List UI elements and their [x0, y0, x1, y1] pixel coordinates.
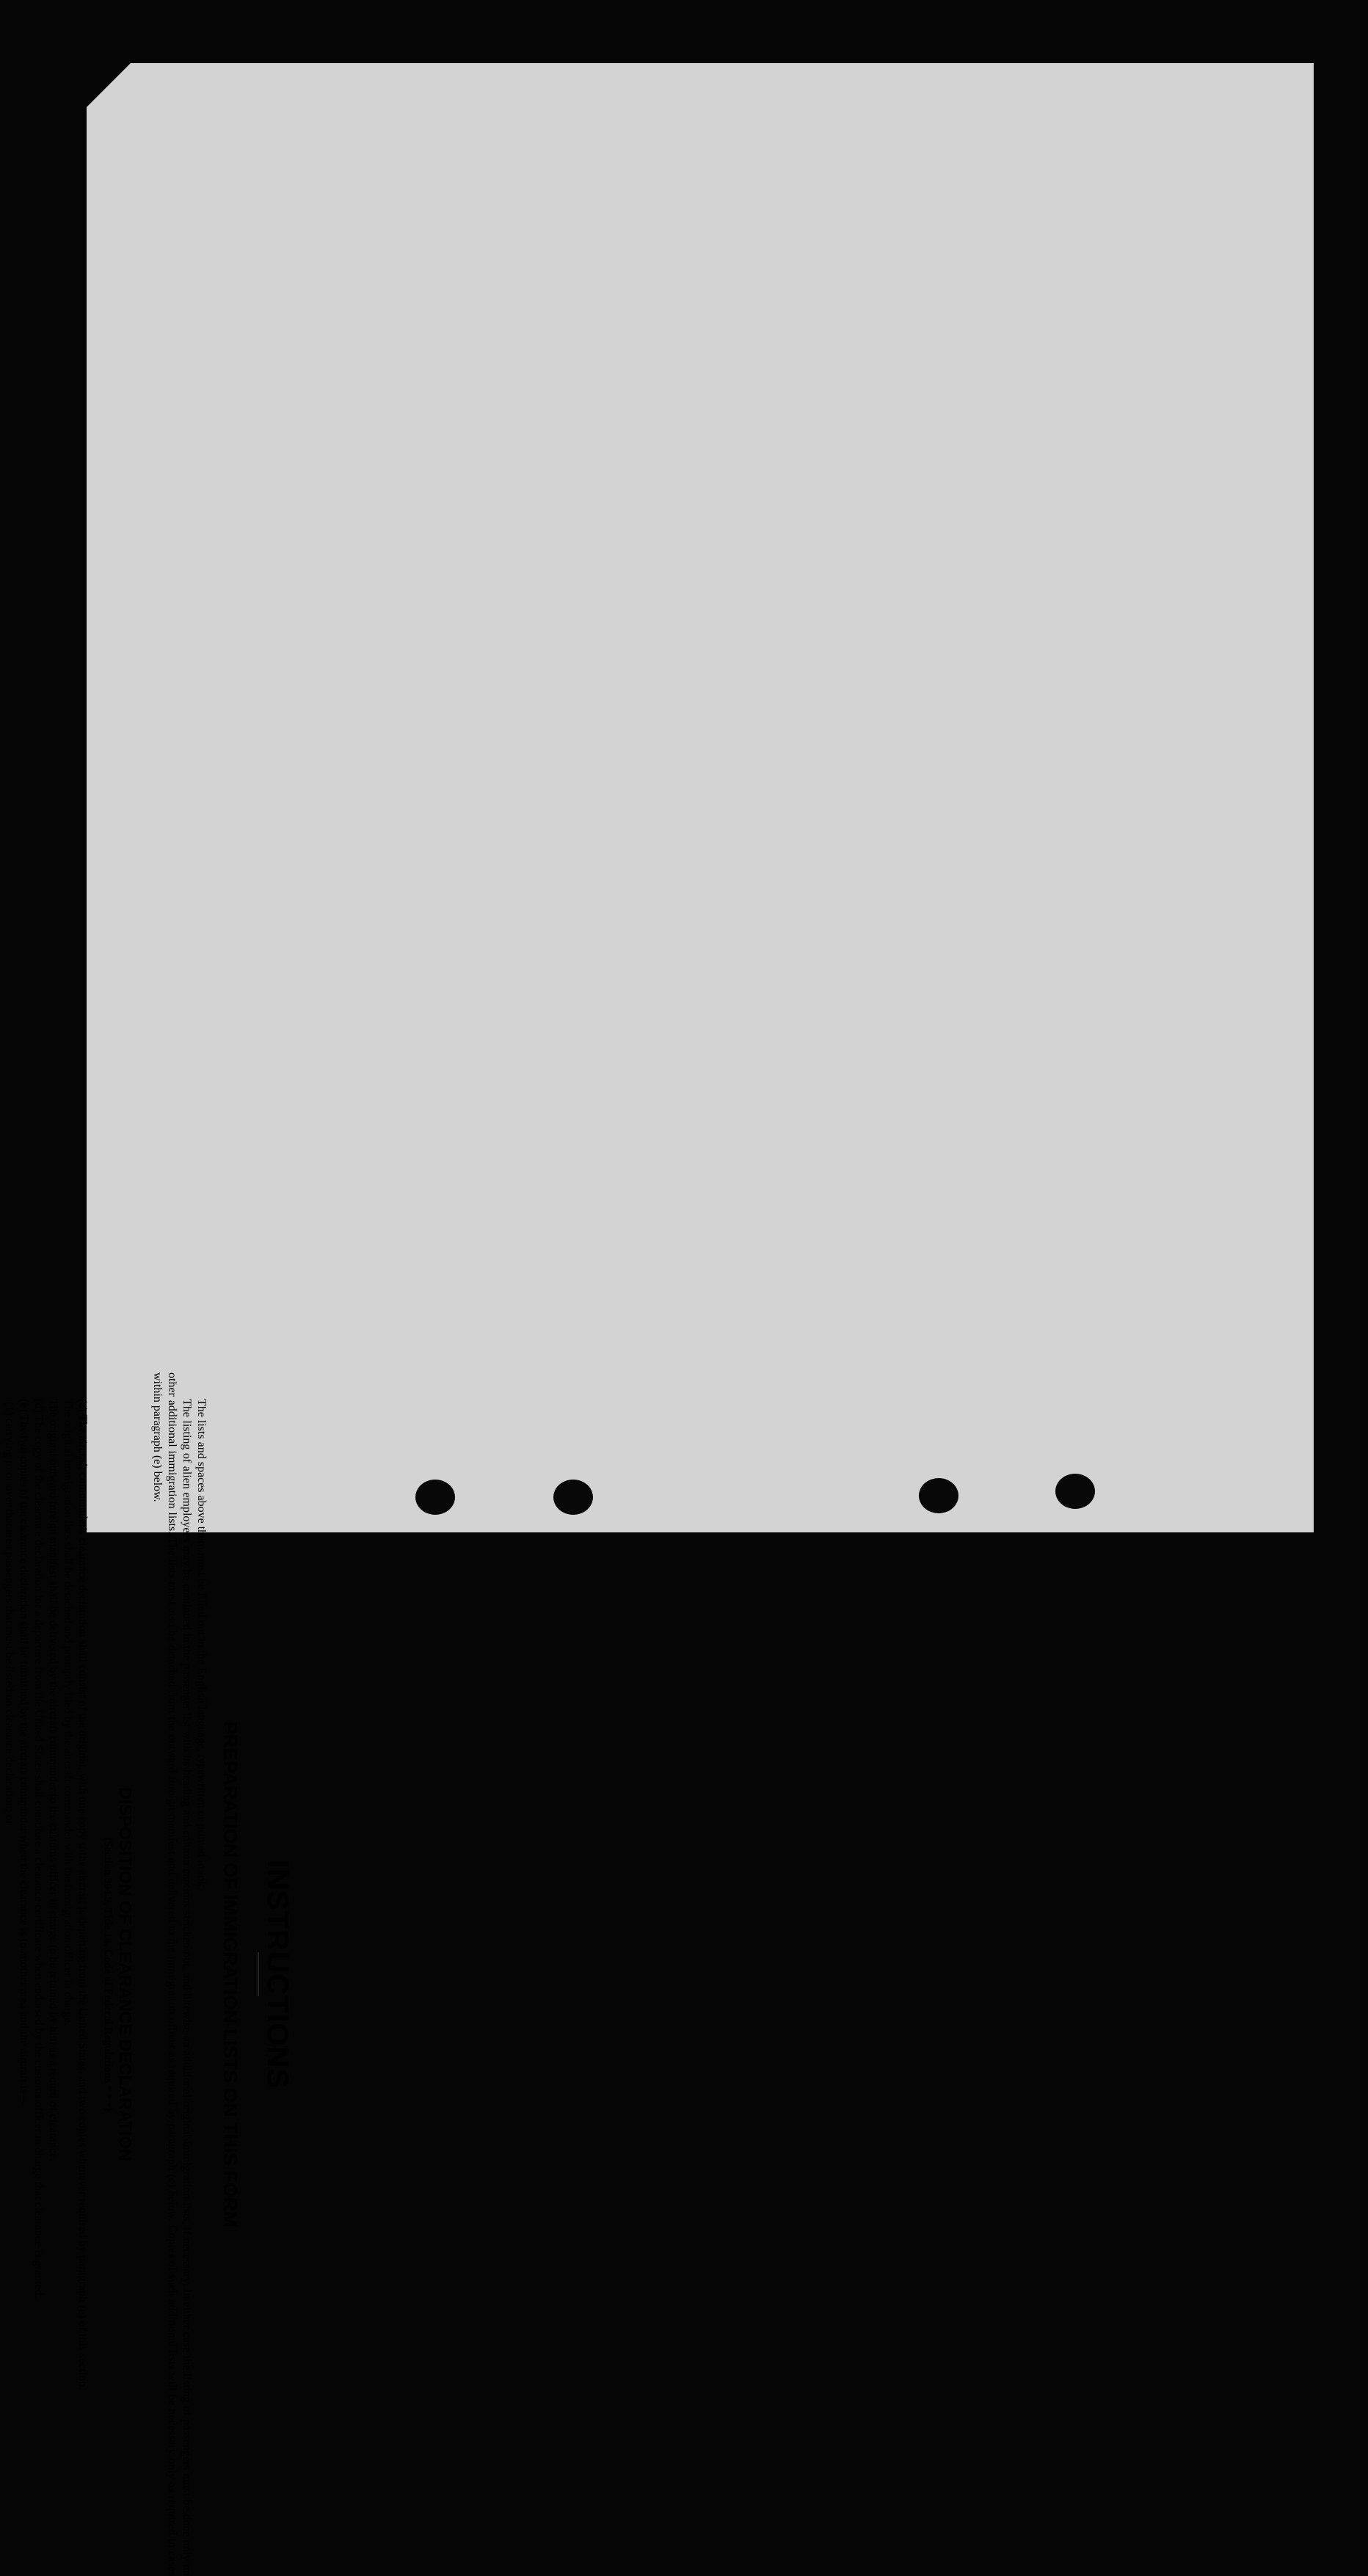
- punch-hole-1: [1055, 1474, 1095, 1509]
- punch-hole-4: [415, 1480, 455, 1515]
- prep-paragraph-2: The listing of alien employees may be continued in the passenger list with its heading and column captions stricken out, and likewise on additional original immigration lists, if necessary. In either case the listing of passengers must be done only on other additional immigration lists. The lists must also be detached from the outward foreign manifest and delivered to the immigration officer as required by paragraph (c) below. Copies of such additional lists will be necessary only as required in cases within paragraph (e) below.: [151, 1372, 193, 2576]
- disp-item-e1: (1) carrying to or over that area passengers that must be listed on clearance declaration; or: [3, 1402, 15, 1825]
- disp-paragraph-c: (c) The aircraft commander's clearance declaration shall consist of the original, with one copy if the aircraft is departing from the United States, and two copies whenever required by paragraph (e) of this section.: [76, 1399, 89, 2390]
- title-rule: [258, 1952, 259, 1996]
- preparation-heading: PREPARATION OF IMMIGRATION LISTS ON THIS FORM: [219, 1721, 241, 2227]
- prep-paragraph-1: The lists and spaces above them must be filled out in the English language, typewritten or printed in ink.: [195, 1399, 208, 1891]
- disp-paragraph-c3: The original outward foreign manifest shall be delivered by the aircraft commander to the customs officer in charge to be retained by him as a record of clearance.: [47, 1399, 59, 2161]
- disp-item-e2: [0, 1372, 1, 2576]
- disp-paragraph-e: (e) The two copies of the clearance declaration shall be furnished by the aircraft commander when the clearance is to another area and the aircraft is—: [18, 1399, 30, 2106]
- disp-paragraph-d: (d) The copy of the clearance declaration for a departure from the United States shall constitute a clearance certificate when endorsed by the customs officer in charge that clearance is granted.: [32, 1399, 45, 2299]
- punch-hole-2: [919, 1478, 958, 1513]
- punch-hole-3: [553, 1480, 593, 1515]
- disp-paragraph-c2: The original immigration lists shall be detached and promptly filed by the aircraft commander with the immigration officer in charge.: [62, 1399, 74, 2026]
- instructions-title: INSTRUCTIONS: [261, 1860, 294, 2089]
- rotated-text-block: [0, 1372, 294, 2576]
- disposition-heading: DISPOSITION OF CLEARANCE DECLARATION: [116, 1787, 135, 2161]
- document-page: [87, 63, 1314, 1532]
- disposition-subheading: (Section 904.9, Title 14, Code of Federal Regulations * * *): [102, 1837, 114, 2111]
